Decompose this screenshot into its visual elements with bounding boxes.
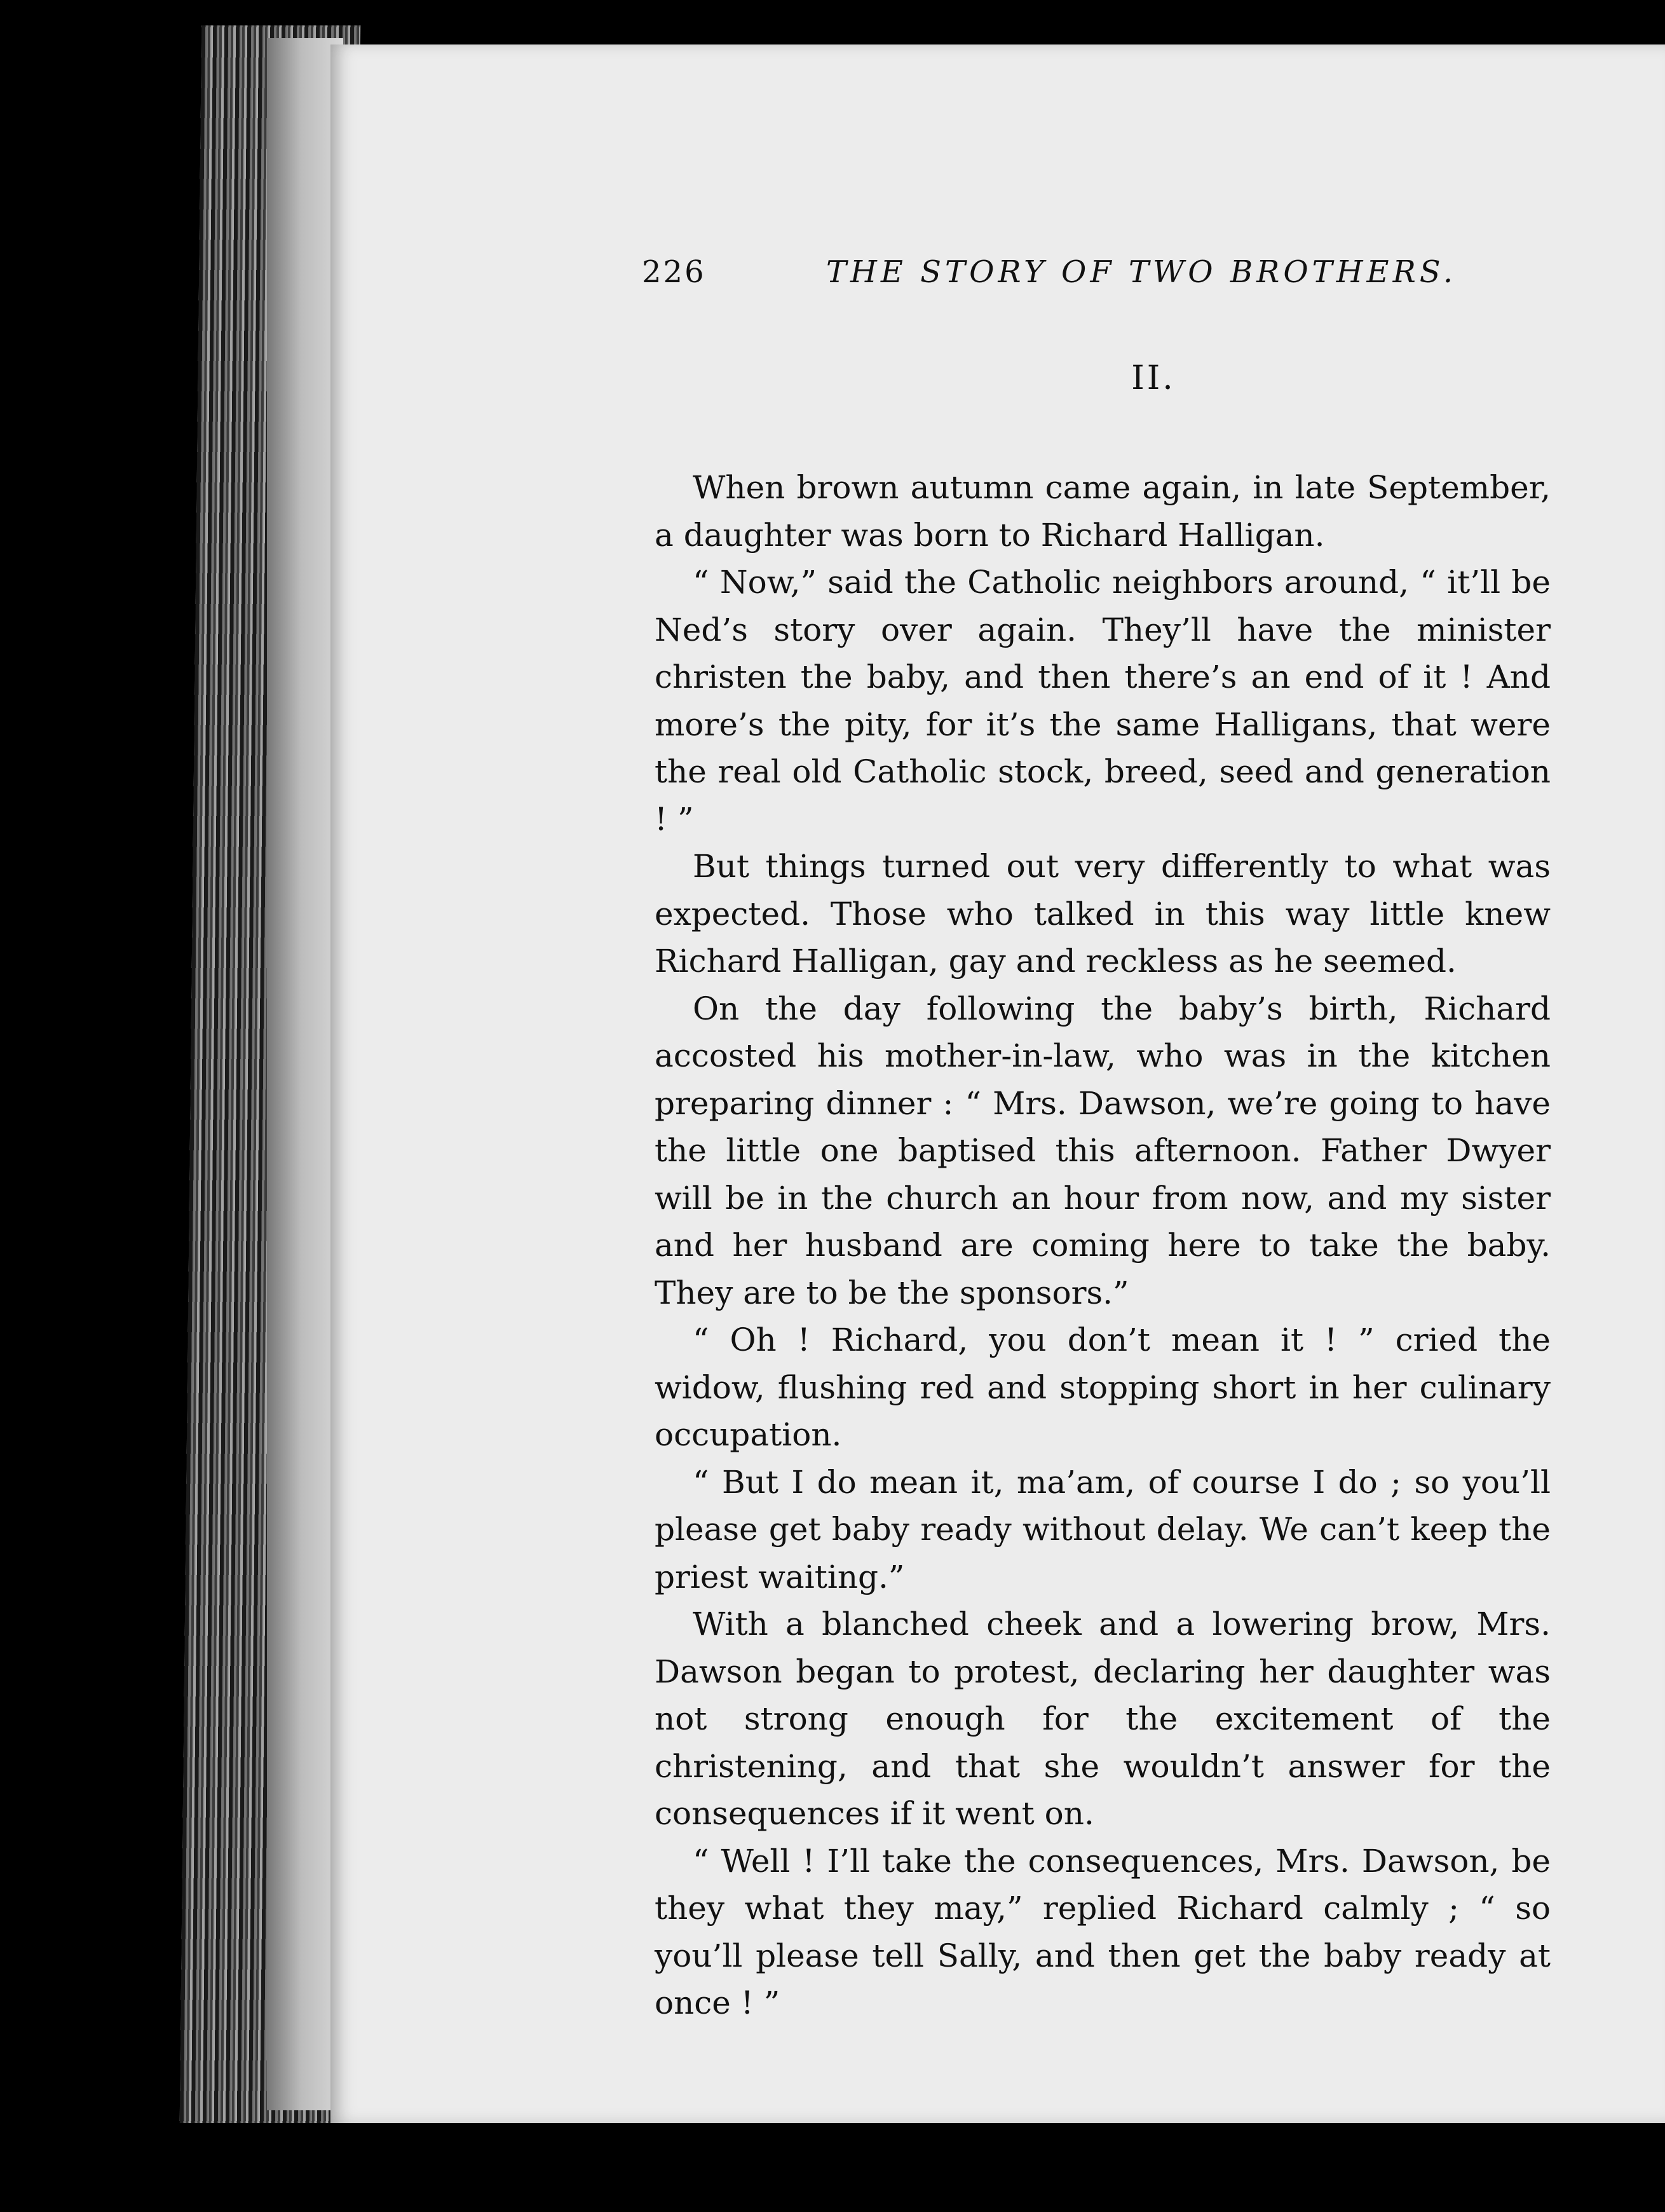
body-text — [655, 464, 1551, 2027]
page-content — [642, 254, 1551, 2027]
chapter-number: II. — [1131, 359, 1176, 397]
paragraph: But things turned out very differently to what was expected. Those who talked in this way little knew Richard Halligan, gay and reckless as he seemed. — [655, 848, 1551, 980]
paragraph: “ But I do mean it, ma’am, of course I do ; so you’ll please get baby ready without delay. We can’t keep the priest waiting.” — [655, 1463, 1551, 1595]
book-page — [330, 44, 1665, 2123]
running-title: THE STORY OF TWO BROTHERS. — [826, 254, 1457, 290]
paragraph: “ Oh ! Richard, you don’t mean it ! ” cried the widow, flushing red and stopping short in her culinary occupation. — [655, 1321, 1551, 1453]
paragraph: “ Well ! I’ll take the consequences, Mrs. Dawson, be they what they may,” replied Richard calmly ; “ so you’ll please tell Sally, and then get the baby ready at once ! ” — [655, 1842, 1551, 2021]
paragraph: On the day following the baby’s birth, Richard accosted his mother-in-law, who was in the kitchen preparing dinner : “ Mrs. Dawson, we’re going to have the little one baptised this afternoon. Father Dwyer will be in the church an hour from now, and my sister and her husband are coming here to take the baby. They are to be the sponsors.” — [655, 990, 1551, 1311]
paragraph: When brown autumn came again, in late September, a daughter was born to Richard Halligan. — [655, 469, 1551, 554]
page-number: 226 — [642, 254, 706, 290]
scan-bottom-border — [0, 2123, 1665, 2212]
paragraph: With a blanched cheek and a lowering brow, Mrs. Dawson began to protest, declaring her daughter was not strong enough for the excitement of the christening, and that she wouldn’t answer for the consequences if it went on. — [655, 1606, 1551, 1832]
paragraph: “ Now,” said the Catholic neighbors around, “ it’ll be Ned’s story over again. They’ll have the minister christen the baby, and then there’s an end of it ! And more’s the pity, for it’s the same Halligans, that were the real old Catholic stock, breed, seed and generation ! ” — [655, 564, 1551, 838]
running-head — [642, 254, 1551, 299]
